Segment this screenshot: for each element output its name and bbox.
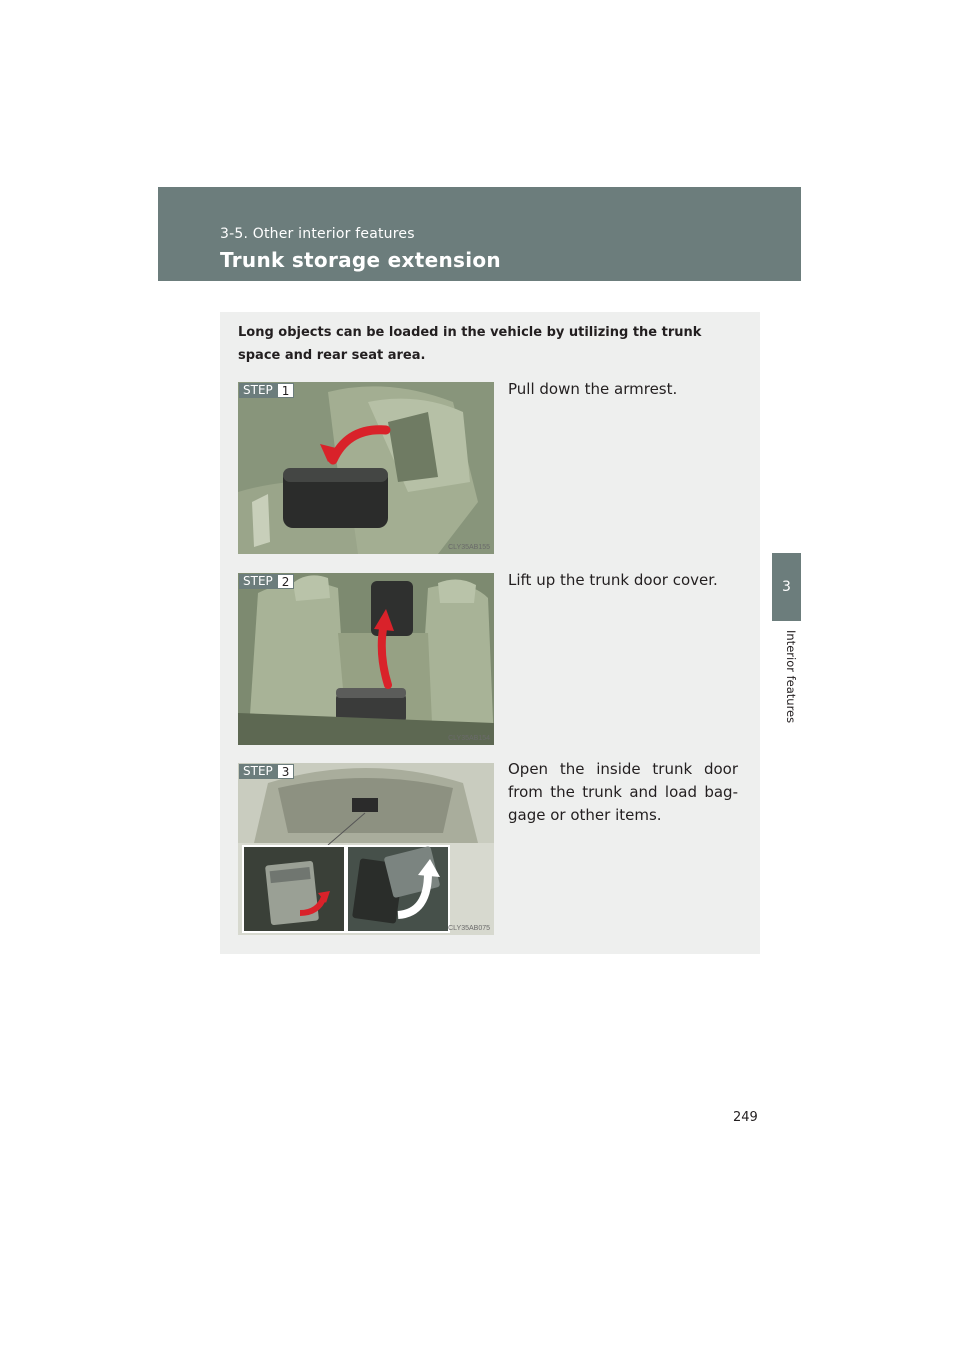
step-1-text: Pull down the armrest.	[508, 380, 678, 398]
page-title: Trunk storage extension	[220, 248, 501, 272]
step-1-illustration	[238, 382, 494, 554]
image-code: CLY35AB075	[448, 925, 490, 932]
step-badge-word: STEP	[239, 574, 277, 589]
content-panel	[220, 312, 760, 954]
step-badge-number: 3	[277, 764, 295, 779]
trunk-cover-illustration	[238, 573, 494, 745]
armrest-illustration	[238, 382, 494, 554]
section-header	[158, 187, 801, 281]
trunk-door-illustration	[238, 763, 494, 935]
step-2-text: Lift up the trunk door cover.	[508, 571, 718, 589]
page-number: 249	[733, 1110, 758, 1125]
step-3-text: Open the inside trunk door from the trunk and load bag- gage or other items.	[508, 760, 738, 824]
step-badge-word: STEP	[239, 383, 277, 398]
step-1-badge	[239, 383, 294, 398]
chapter-label: Interior features	[784, 630, 798, 724]
image-code: CLY35AB155	[448, 544, 490, 551]
chapter-number: 3	[782, 579, 791, 595]
step-3-illustration	[238, 763, 494, 935]
section-label: 3-5. Other interior features	[220, 226, 415, 242]
step-badge-number: 1	[277, 383, 295, 398]
step-badge-number: 2	[277, 574, 295, 589]
image-code: CLY35AB154	[448, 735, 490, 742]
step-badge-word: STEP	[239, 764, 277, 779]
step-3-badge	[239, 764, 294, 779]
step-2-illustration	[238, 573, 494, 745]
chapter-tab	[772, 553, 801, 621]
intro-text: Long objects can be loaded in the vehicle by utilizing the trunk space and rear seat area.	[238, 325, 702, 363]
step-2-badge	[239, 574, 294, 589]
